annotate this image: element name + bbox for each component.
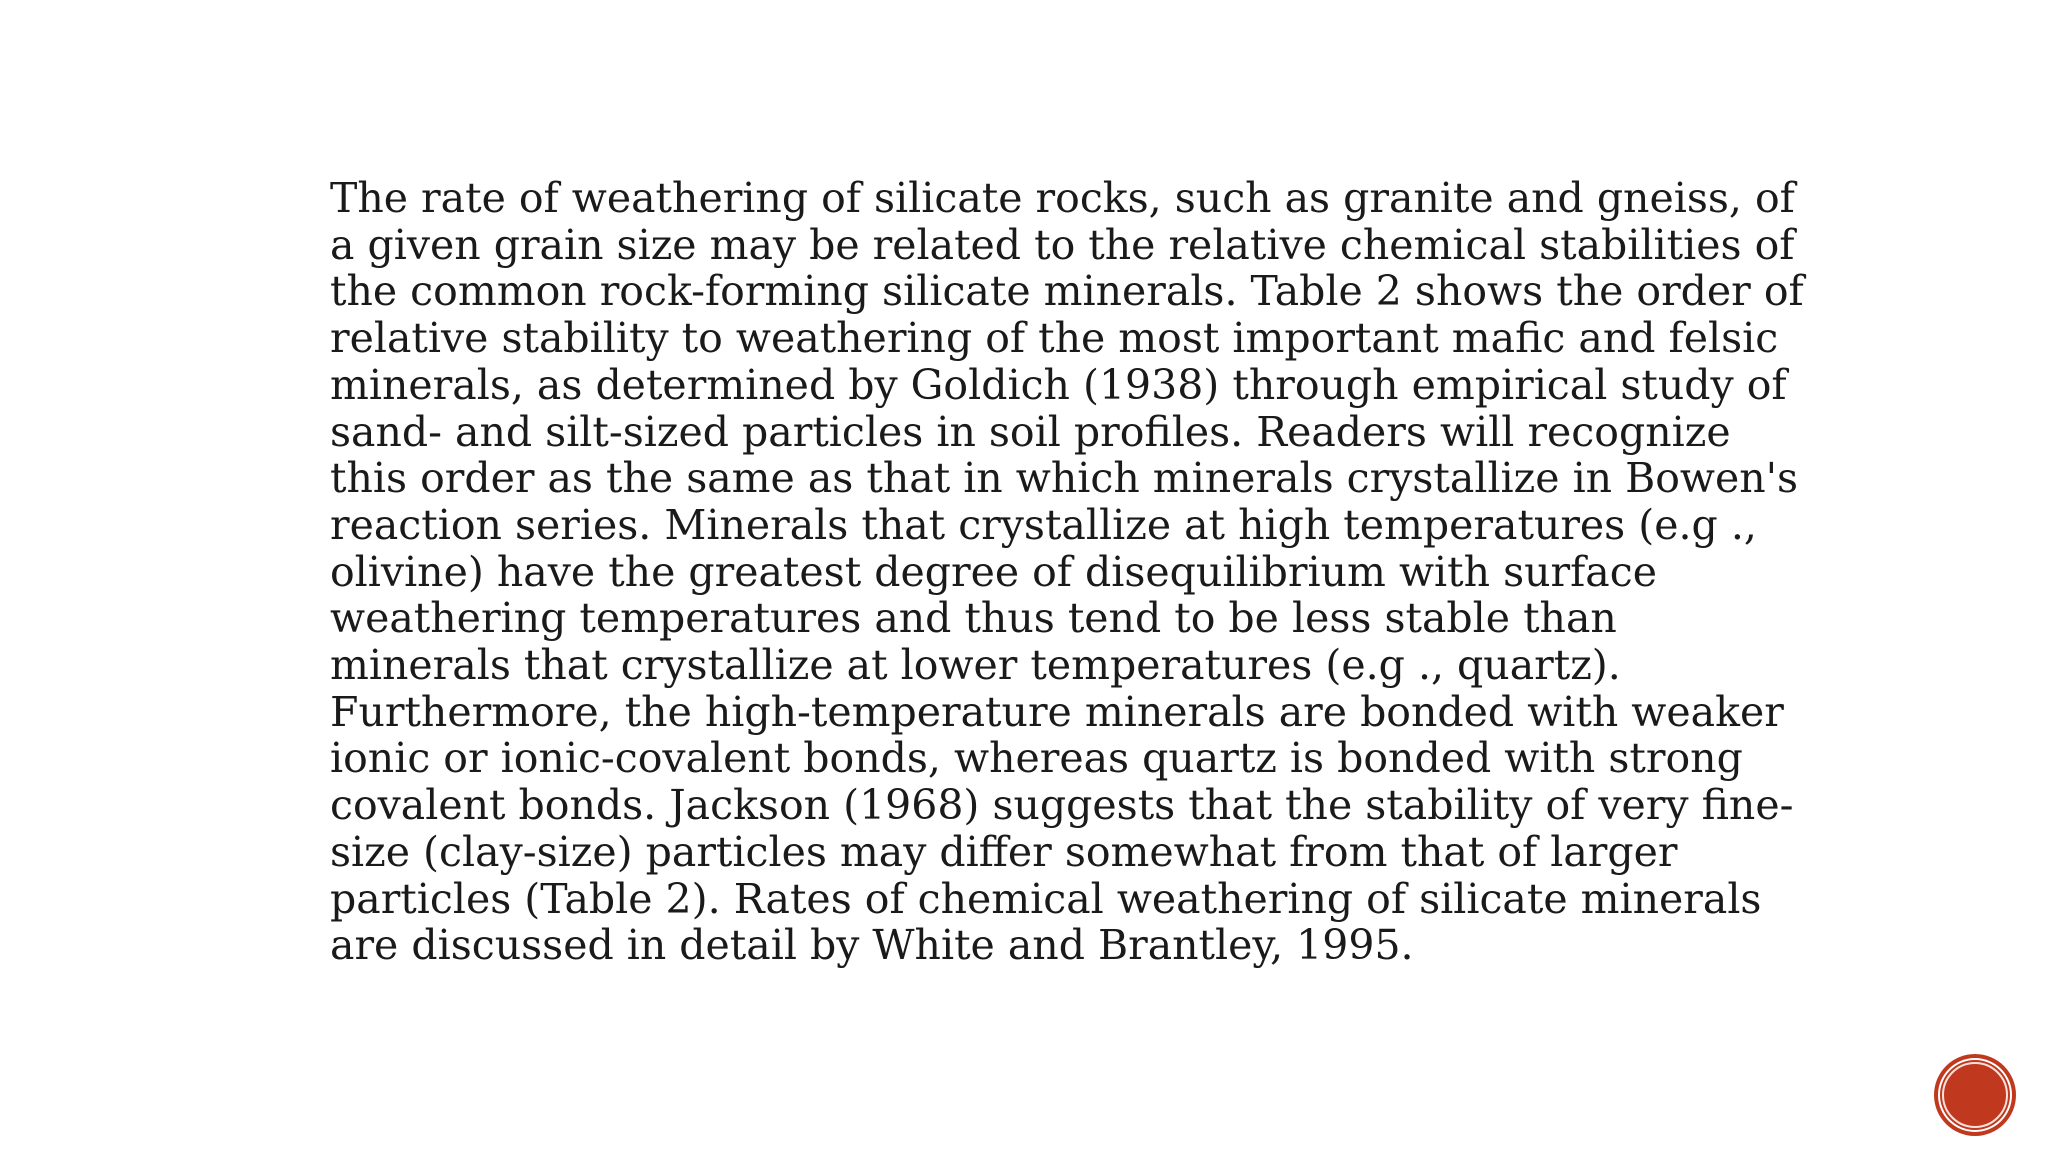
circle-nav-icon[interactable]: [1938, 1058, 2012, 1132]
paragraph-line: size (clay-size) particles may differ somewhat from that of larger: [330, 827, 1678, 876]
paragraph-line: a given grain size may be related to the relative chemical stabilities of: [330, 220, 1795, 269]
paragraph-line: reaction series. Minerals that crystallize at high temperatures (e.g .,: [330, 500, 1757, 549]
paragraph-line: ionic or ionic-covalent bonds, whereas quartz is bonded with strong: [330, 734, 1743, 783]
paragraph-line: The rate of weathering of silicate rocks, such as granite and gneiss, of: [330, 174, 1795, 222]
paragraph-line: covalent bonds. Jackson (1968) suggests that the stability of very fine-: [330, 781, 1794, 830]
paragraph-line: sand- and silt-sized particles in soil profiles. Readers will recognize: [330, 407, 1731, 456]
paragraph-line: weathering temperatures and thus tend to be less stable than: [330, 594, 1617, 643]
paragraph-line: Furthermore, the high-temperature minerals are bonded with weaker: [330, 687, 1784, 736]
paragraph-line: particles (Table 2). Rates of chemical weathering of silicate minerals: [330, 874, 1762, 923]
paragraph-line: are discussed in detail by White and Brantley, 1995.: [330, 921, 1414, 970]
paragraph-line: olivine) have the greatest degree of disequilibrium with surface: [330, 547, 1657, 596]
paragraph-line: minerals that crystallize at lower temperatures (e.g ., quartz).: [330, 641, 1621, 690]
body-paragraph: [330, 174, 1804, 970]
paragraph-line: relative stability to weathering of the most important mafic and felsic: [330, 314, 1779, 363]
paragraph-line: this order as the same as that in which minerals crystallize in Bowen's: [330, 454, 1799, 503]
paragraph-line: minerals, as determined by Goldich (1938) through empirical study of: [330, 360, 1787, 409]
paragraph-line: the common rock-forming silicate minerals. Table 2 shows the order of: [330, 267, 1804, 316]
